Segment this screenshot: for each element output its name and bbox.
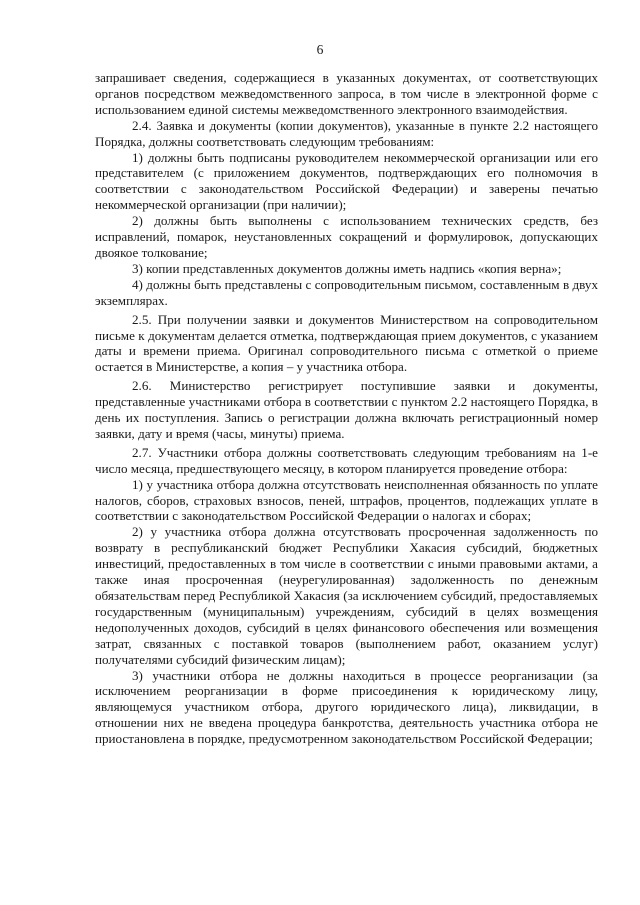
paragraph: 2) должны быть выполнены с использованием технических средств, без исправлений, помарок, неустановленных сокращений и формулировок, допускающих двоякое толкование; (95, 213, 598, 260)
paragraph: 1) должны быть подписаны руководителем некоммерческой организации или его представителем (с приложением документов, подтверждающих его полномочия в соответствии с законодательством Российской Федерации) и заверены печатью некоммерческой организации (при наличии); (95, 149, 598, 213)
paragraph: 2.4. Заявка и документы (копии документов), указанные в пункте 2.2 настоящего Порядка, должны соответствовать следующим требованиям: (95, 117, 598, 149)
document-body (95, 70, 598, 747)
paragraph: 2.5. При получении заявки и документов Министерством на сопроводительном письме к документам делается отметка, подтверждающая прием документов, с указанием даты и времени приема. Оригинал сопроводительного письма с отметкой о приеме остается в Министерстве, а копия – у участника отбора. (95, 311, 598, 375)
paragraph: 2.7. Участники отбора должны соответствовать следующим требованиям на 1-е число месяца, предшествующего месяцу, в котором планируется проведение отбора: (95, 444, 598, 476)
paragraph: 3) участники отбора не должны находиться в процессе реорганизации (за исключением реорганизации в форме присоединения к юридическому лицу, являющемуся участником отбора, другого юридического лица), ликвидации, в отношении них не введена процедура банкротства, деятельность участника отбора не приостановлена в порядке, предусмотренном законодательством Российской Федерации; (95, 667, 598, 747)
paragraph: 4) должны быть представлены с сопроводительным письмом, составленным в двух экземплярах. (95, 276, 598, 308)
paragraph: 2) у участника отбора должна отсутствовать просроченная задолженность по возврату в республиканский бюджет Республики Хакасия субсидий, бюджетных инвестиций, предоставленных в том числе в соответствии с иными правовыми актами, а также иная просроченная (неурегулированная) задолженность по денежным обязательствам перед Республикой Хакасия (за исключением субсидий, предоставляемых государственным (муниципальным) учреждениям, субсидий в целях возмещения недополученных доходов, субсидий в целях финансового обеспечения или возмещения затрат, связанных с поставкой товаров (выполнением работ, оказанием услуг) получателями субсидий физическим лицам); (95, 524, 598, 667)
paragraph: 1) у участника отбора должна отсутствовать неисполненная обязанность по уплате налогов, сборов, страховых взносов, пеней, штрафов, процентов, подлежащих уплате в соответствии с законодательством Российской Федерации о налогах и сборах; (95, 476, 598, 524)
paragraph: запрашивает сведения, содержащиеся в указанных документах, от соответствующих органов посредством межведомственного запроса, в том числе в электронной форме с использованием единой системы межведомственного электронного взаимодействия. (95, 70, 598, 117)
page-number: 6 (316, 42, 324, 57)
paragraph: 2.6. Министерство регистрирует поступившие заявки и документы, представленные участниками отбора в соответствии с пунктом 2.2 настоящего Порядка, в день их поступления. Запись о регистрации должна включать регистрационный номер заявки, дату и время (часы, минуты) приема. (95, 378, 598, 441)
paragraph: 3) копии представленных документов должны иметь надпись «копия верна»; (132, 260, 562, 276)
